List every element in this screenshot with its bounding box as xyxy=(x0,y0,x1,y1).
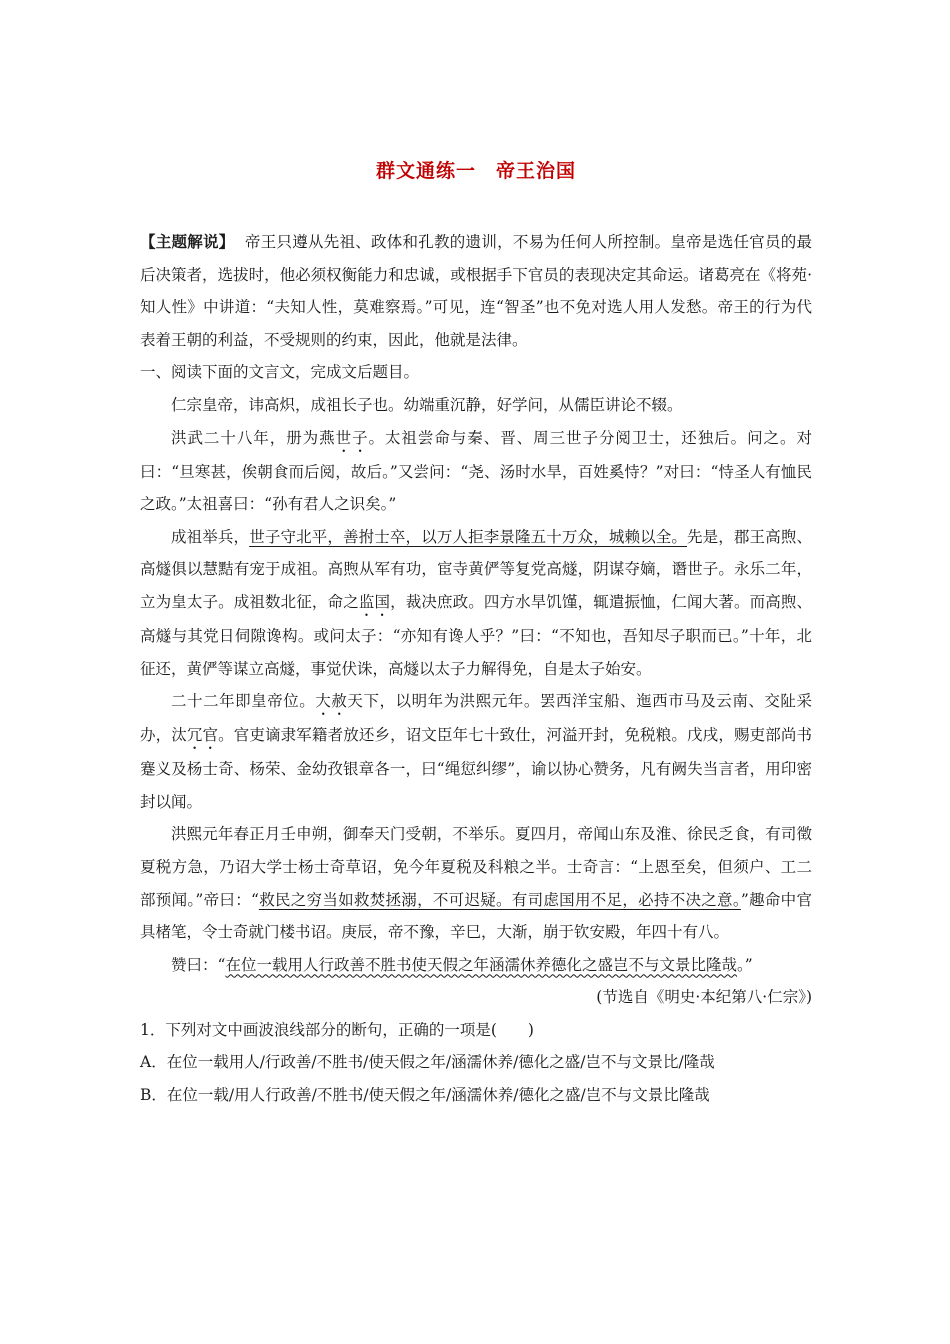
wavy-underlined-passage: 在位一载用人行政善不胜书使天假之年涵濡休养德化之盛岂不与文景比隆哉 xyxy=(225,955,737,974)
paragraph-2: 洪武二十八年，册为燕世子。太祖尝命与秦、晋、周三世子分阅卫士，还独后。问之。对曰：“旦寒甚，俟朝食而后阅，故后。”又尝问：“尧、汤时水旱，百姓奚恃？”对曰：“恃圣人有恤民之政。”太祖喜曰：“孙有君人之识矣。” xyxy=(140,428,812,514)
underlined-sentence-1: 世子守北平，善拊士卒，以万人拒李景隆五十万众，城赖以全。 xyxy=(249,527,688,546)
option-a: A．在位一载用人/行政善/不胜书/使天假之年/涵濡休养/德化之盛/岂不与文景比/隆哉 xyxy=(140,1053,715,1072)
dotted-term-jianguo: 监国 xyxy=(358,592,391,611)
intro-tag: 【主题解说】 xyxy=(140,232,235,251)
dotted-term-shizi: 世子 xyxy=(335,428,369,447)
paragraph-4: 二十二年即皇帝位。大赦天下，以明年为洪熙元年。罢西洋宝船、迤西市马及云南、交阯采办，汰冗官。官吏谪隶军籍者放还乡，诏文臣年七十致仕，河溢开封，免税粮。戊戌，赐吏部尚书蹇义及杨士奇、杨荣、金幼孜银章各一，曰“绳愆纠缪”，谕以协心赞务，凡有阙失当言者，用印密封以闻。 xyxy=(140,692,812,811)
dotted-term-dashe: 大赦 xyxy=(315,692,348,711)
source-citation: (节选自《明史·本纪第八·仁宗》) xyxy=(596,988,812,1007)
paragraph-1: 仁宗皇帝，讳高炽，成祖长子也。幼端重沉静，好学问，从儒臣讲论不辍。 xyxy=(171,395,683,414)
paragraph-6: 赞曰：“在位一载用人行政善不胜书使天假之年涵濡休养德化之盛岂不与文景比隆哉。” xyxy=(171,955,753,974)
question-1: 1．下列对文中画波浪线部分的断句，正确的一项是( ) xyxy=(140,1020,534,1039)
intro-text: 帝王只遵从先祖、政体和孔教的遗训，不易为任何人所控制。皇帝是选任官员的最后决策者，选拔时，他必须权衡能力和忠诚，或根据手下官员的表现决定其命运。诸葛亮在《将苑·知人性》中讲道：“夫知人性，莫难察焉。”可见，连“智圣”也不免对选人用人发愁。帝王的行为代表着王朝的利益，不受规则的约束，因此，他就是法律。 xyxy=(140,233,812,349)
section-heading: 一、阅读下面的文言文，完成文后题目。 xyxy=(140,363,420,382)
document-body xyxy=(140,226,812,1112)
dotted-term-rongguan: 冗官 xyxy=(186,726,219,745)
theme-intro xyxy=(140,226,812,356)
option-b: B．在位一载/用人行政善/不胜书/使天假之年/涵濡休养/德化之盛/岂不与文景比隆哉 xyxy=(140,1086,710,1105)
underlined-sentence-2: 救民之穷当如救焚拯溺，不可迟疑。有司虑国用不足，必持不决之意。 xyxy=(258,890,741,909)
paragraph-5: 洪熙元年春正月壬申朔，御奉天门受朝，不举乐。夏四月，帝闻山东及淮、徐民乏食，有司徵夏税方急，乃诏大学士杨士奇草诏，免今年夏税及科粮之半。士奇言：“上恩至矣，但须户、工二部预闻。”帝曰：“救民之穷当如救焚拯溺，不可迟疑。有司虑国用不足，必持不决之意。”趣命中官具楮笔，令士奇就门楼书诏。庚辰，帝不豫，辛巳，大渐，崩于钦安殿，年四十有八。 xyxy=(140,825,812,942)
paragraph-3: 成祖举兵，世子守北平，善拊士卒，以万人拒李景隆五十万众，城赖以全。先是，郡王高煦、高燧俱以慧黠有宠于成祖。高煦从军有功，宦寺黄俨等复党高燧，阴谋夺嫡，谮世子。永乐二年，立为皇太子。成祖数北征，命之监国，裁决庶政。四方水旱饥馑，辄遣振恤，仁闻大著。而高煦、高燧与其党日伺隙谗构。或问太子：“亦知有谗人乎？”曰：“不知也，吾知尽子职而已。”十年，北征还，黄俨等谋立高燧，事觉伏诛，高燧以太子力解得免，自是太子始安。 xyxy=(140,527,812,678)
page-title: 群文通练一 帝王治国 xyxy=(375,160,576,182)
